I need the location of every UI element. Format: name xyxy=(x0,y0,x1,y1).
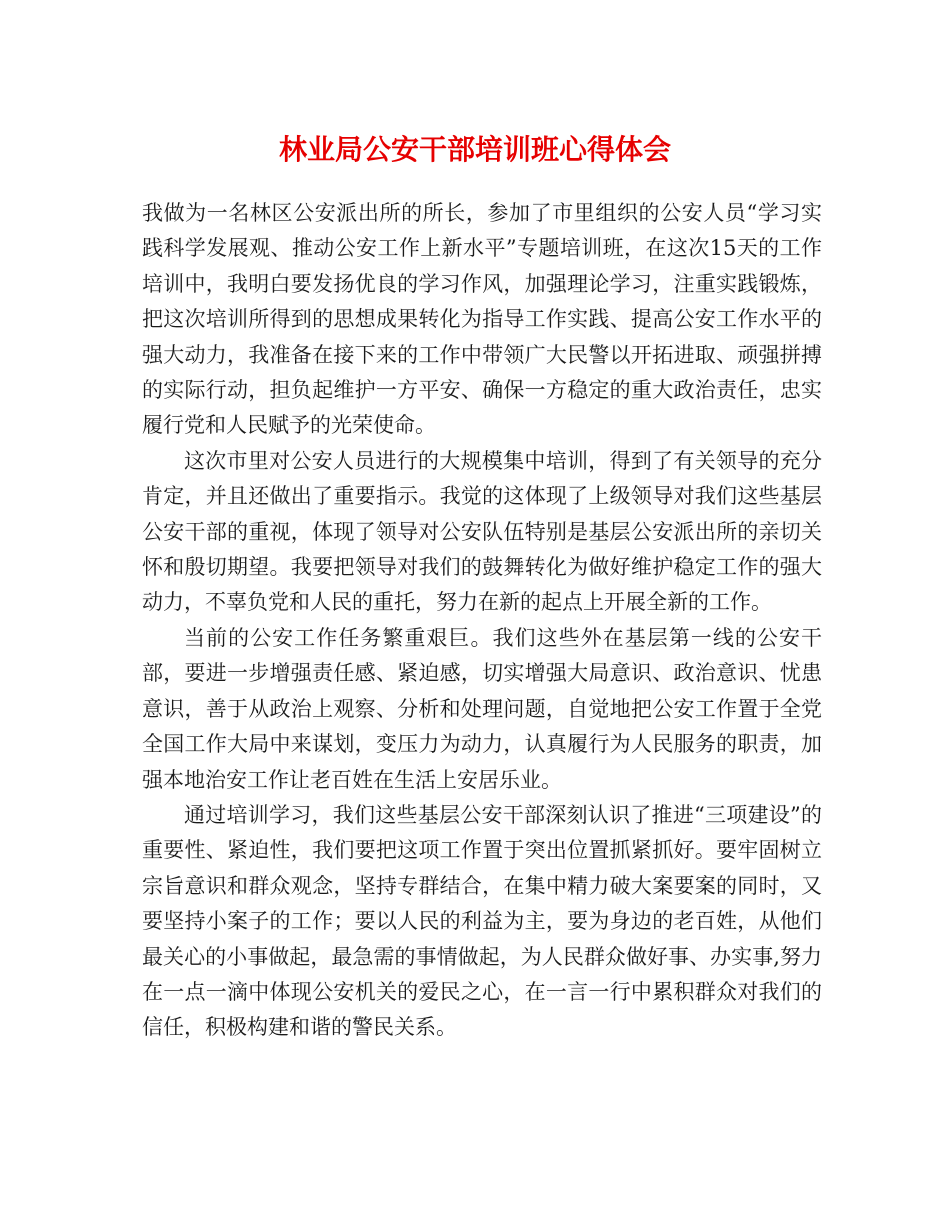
paragraph-3: 当前的公安工作任务繁重艰巨。我们这些外在基层第一线的公安干部，要进一步增强责任感、紧迫感，切实增强大局意识、政治意识、忧患意识，善于从政治上观察、分析和处理问题，自觉地把公安工作置于全党全国工作大局中来谋划，变压力为动力，认真履行为人民服务的职责，加强本地治安工作让老百姓在生活上安居乐业。 xyxy=(142,625,822,792)
document-body xyxy=(142,196,822,1046)
paragraph-2: 这次市里对公安人员进行的大规模集中培训，得到了有关领导的充分肯定，并且还做出了重要指示。我觉的这体现了上级领导对我们这些基层公安干部的重视，体现了领导对公安队伍特别是基层公安派出所的亲切关怀和殷切期望。我要把领导对我们的鼓舞转化为做好维护稳定工作的强大动力，不辜负党和人民的重托，努力在新的起点上开展全新的工作。 xyxy=(142,448,822,615)
paragraph-4: 通过培训学习，我们这些基层公安干部深刻认识了推进“三项建设”的重要性、紧迫性，我们要把这项工作置于突出位置抓紧抓好。要牢固树立宗旨意识和群众观念，坚持专群结合，在集中精力破大案要案的同时，又要坚持小案子的工作；要以人民的利益为主，要为身边的老百姓，从他们最关心的小事做起，最急需的事情做起，为人民群众做好事、办实事,努力在一点一滴中体现公安机关的爱民之心，在一言一行中累积群众对我们的信任，积极构建和谐的警民关系。 xyxy=(142,802,822,1040)
paragraph-1: 我做为一名林区公安派出所的所长，参加了市里组织的公安人员“学习实践科学发展观、推动公安工作上新水平”专题培训班，在这次15天的工作培训中，我明白要发扬优良的学习作风，加强理论学习，注重实践锻炼，把这次培训所得到的思想成果转化为指导工作实践、提高公安工作水平的强大动力，我准备在接下来的工作中带领广大民警以开拓进取、顽强拼搏的实际行动，担负起维护一方平安、确保一方稳定的重大政治责任，忠实履行党和人民赋予的光荣使命。 xyxy=(142,201,822,438)
document-title: 林业局公安干部培训班心得体会 xyxy=(278,133,671,166)
